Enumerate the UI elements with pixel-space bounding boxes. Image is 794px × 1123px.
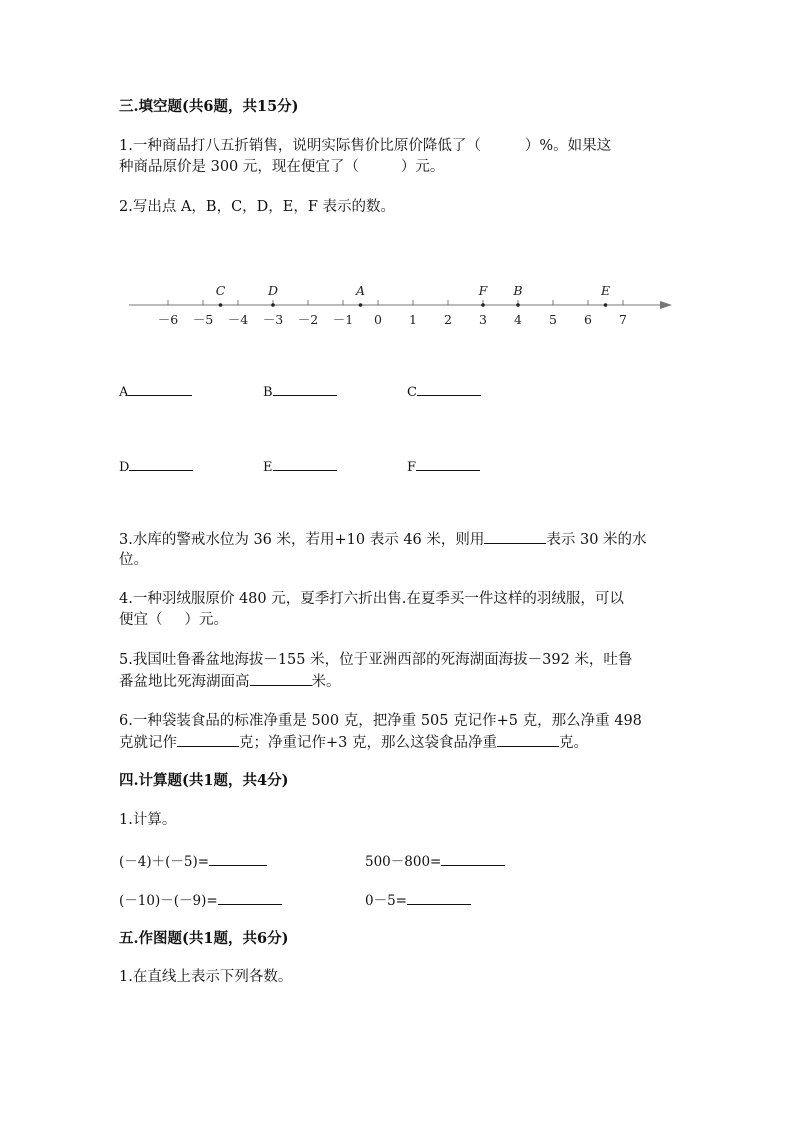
- tick-label: 2: [444, 312, 452, 327]
- q6-line1: 6.一种袋装食品的标准净重是 500 克，把净重 505 克记作+5 克，那么净重 498: [119, 713, 642, 729]
- calc-2: 500－800=: [365, 850, 505, 870]
- tick-label: －6: [157, 312, 179, 327]
- answer-e: E: [263, 456, 337, 475]
- point-label: D: [267, 283, 279, 298]
- tick-label: 3: [479, 312, 487, 327]
- section4-title: 四.计算题(共1题，共4分): [119, 772, 289, 789]
- point-marker: [604, 303, 608, 307]
- answer-e-blank[interactable]: [273, 456, 337, 471]
- answer-c: C: [407, 381, 481, 400]
- tick-label: －5: [192, 312, 214, 327]
- number-line-arrow: [660, 301, 672, 309]
- tick-label: －4: [227, 312, 249, 327]
- point-label: C: [215, 283, 226, 298]
- tick-label: 1: [409, 312, 417, 327]
- point-label: E: [600, 283, 611, 298]
- answer-a: A: [119, 381, 192, 400]
- point-marker: [481, 303, 485, 307]
- tick-label: 0: [374, 312, 382, 327]
- tick-label: 7: [619, 312, 627, 327]
- q1-text-c: 种商品原价是 300 元，现在便宜了（: [119, 159, 359, 175]
- section5-q1: 1.在直线上表示下列各数。: [119, 969, 293, 985]
- q3-line1: 3.水库的警戒水位为 36 米，若用+10 表示 46 米，则用 表示 30 米的水: [119, 529, 674, 551]
- point-marker: [271, 303, 275, 307]
- q1-line2: [119, 157, 674, 178]
- calc-3: (－10)－(－9)=: [119, 889, 282, 909]
- section3-title: 三.填空题(共6题，共15分): [119, 98, 299, 115]
- q4-line2: 便宜（ ）元。: [119, 612, 228, 628]
- point-marker: [219, 303, 223, 307]
- q5-blank[interactable]: [250, 671, 312, 686]
- q2-text: 2.写出点 A，B，C，D，E，F 表示的数。: [119, 199, 396, 215]
- q6-line2: 克就记作 克；净重记作+3 克，那么这袋食品净重 克。: [119, 732, 674, 754]
- q5-line1: 5.我国吐鲁番盆地海拔－155 米，位于亚洲西部的死海湖面海拔－392 米，吐鲁: [119, 652, 633, 668]
- tick-label: 4: [514, 312, 522, 327]
- q1-line1: [119, 136, 674, 157]
- q3-blank[interactable]: [484, 529, 546, 544]
- calc-1-blank[interactable]: [209, 851, 267, 866]
- calc-3-blank[interactable]: [218, 890, 282, 905]
- calc-4-blank[interactable]: [407, 890, 471, 905]
- tick-label: 6: [584, 312, 592, 327]
- point-marker: [516, 303, 520, 307]
- answer-d: D: [119, 456, 193, 475]
- point-label: F: [478, 283, 488, 298]
- calc-2-blank[interactable]: [441, 851, 505, 866]
- tick-label: －3: [262, 312, 284, 327]
- answer-f: F: [407, 456, 480, 475]
- answer-a-blank[interactable]: [128, 381, 192, 396]
- q6-blank-2[interactable]: [497, 732, 559, 747]
- section5-title: 五.作图题(共1题，共6分): [119, 930, 289, 947]
- point-label: B: [513, 283, 523, 298]
- tick-label: －1: [332, 312, 354, 327]
- answer-b: B: [263, 381, 337, 400]
- q3-line2: 位。: [119, 552, 148, 568]
- point-marker: [359, 303, 363, 307]
- number-line: [0, 278, 794, 338]
- answer-c-blank[interactable]: [417, 381, 481, 396]
- calc-1: (－4)＋(－5)=: [119, 850, 267, 870]
- tick-label: －2: [297, 312, 319, 327]
- answer-b-blank[interactable]: [273, 381, 337, 396]
- answer-d-blank[interactable]: [129, 456, 193, 471]
- tick-label: 5: [549, 312, 557, 327]
- q6-blank-1[interactable]: [177, 732, 239, 747]
- answer-f-blank[interactable]: [416, 456, 480, 471]
- q4-line1: 4.一种羽绒服原价 480 元，夏季打六折出售.在夏季买一件这样的羽绒服，可以: [119, 591, 624, 607]
- q1-text-b: ）%。如果这: [524, 138, 612, 154]
- q1-text-d: ）元。: [400, 159, 445, 175]
- calc-4: 0－5=: [365, 889, 471, 909]
- q5-line2: 番盆地比死海湖面高 米。: [119, 671, 674, 693]
- section4-q1: 1.计算。: [119, 812, 177, 828]
- q1-text-a: 1.一种商品打八五折销售，说明实际售价比原价降低了（: [119, 138, 481, 154]
- point-label: A: [355, 283, 366, 298]
